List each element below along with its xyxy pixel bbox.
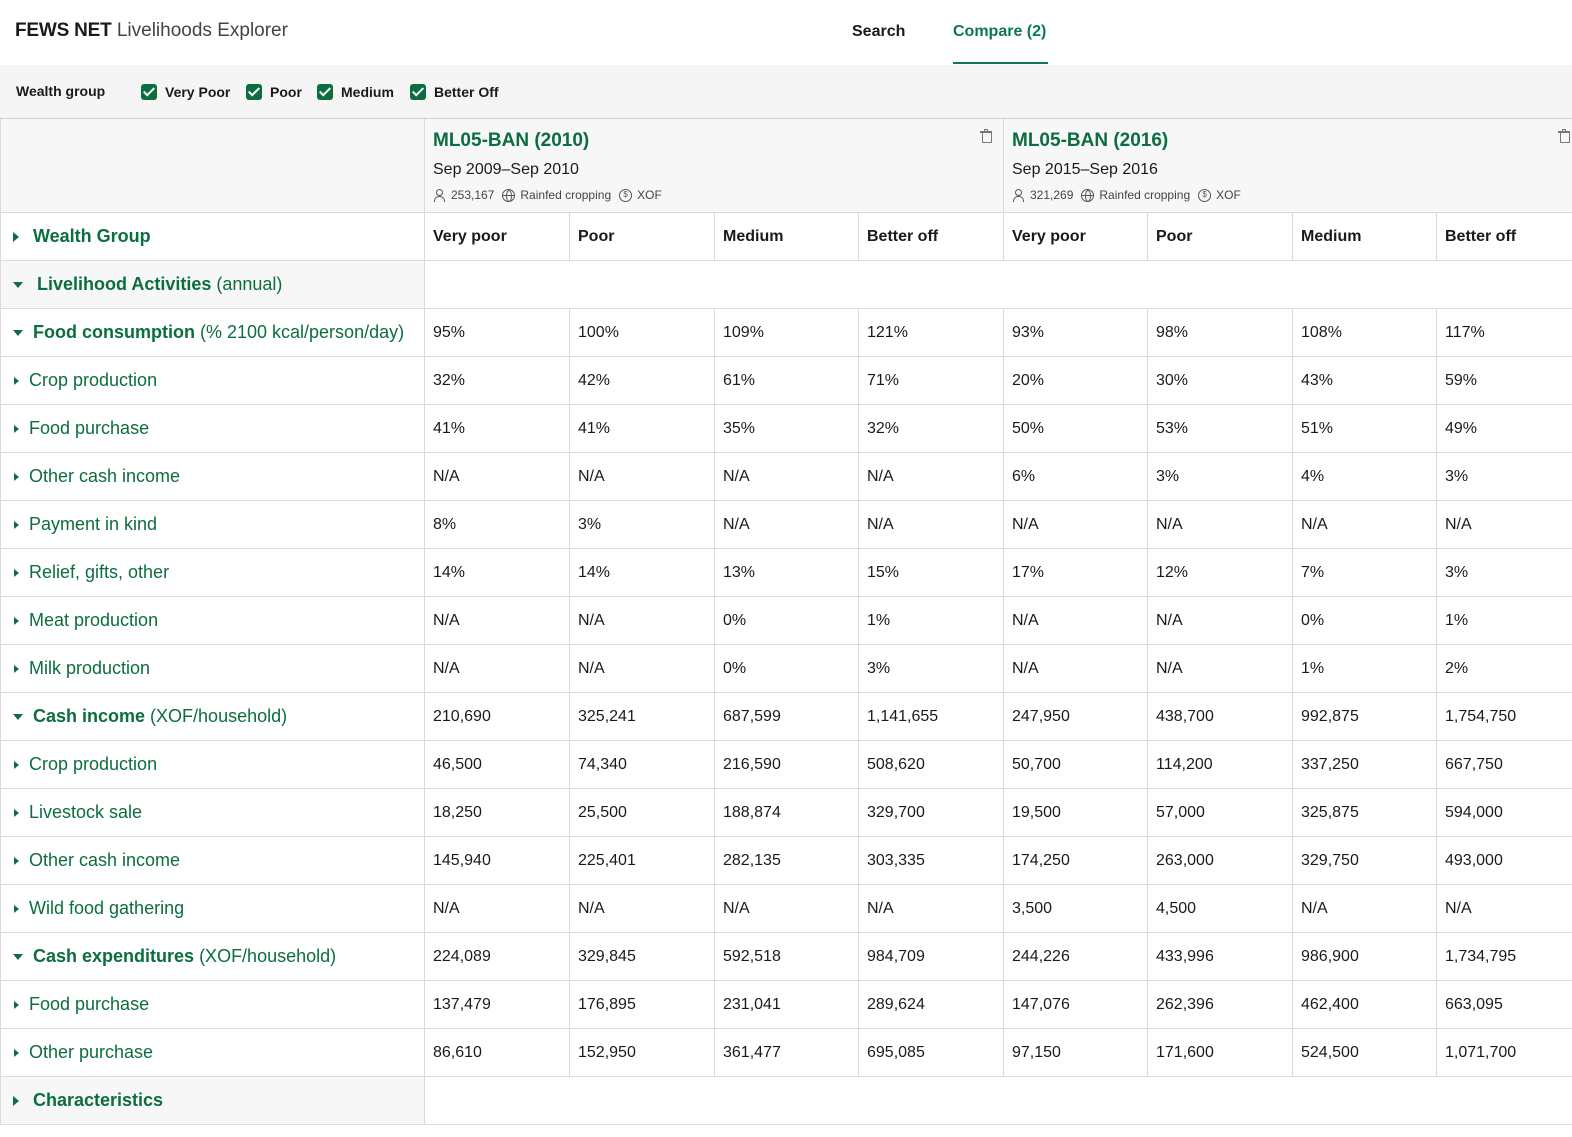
row-label: Crop production — [29, 370, 158, 390]
delete-profile-button[interactable] — [980, 129, 992, 143]
row-unit: (XOF/household) — [199, 946, 337, 966]
row-label: Cash expenditures — [33, 946, 195, 966]
table-cell: 137,479 — [425, 981, 570, 1028]
profile-period: Sep 2009–Sep 2010 — [433, 161, 579, 178]
checkbox-poor[interactable] — [246, 82, 302, 101]
table-cell: 687,599 — [715, 693, 859, 740]
table-cell: 325,875 — [1293, 789, 1437, 836]
table-cell: 74,340 — [570, 741, 715, 788]
table-cell: N/A — [570, 885, 715, 932]
table-cell: N/A — [859, 453, 1004, 500]
table-row — [0, 453, 1572, 501]
table-cell: 86,610 — [425, 1029, 570, 1076]
table-cell: 108% — [1293, 309, 1437, 356]
column-header: Medium — [715, 213, 859, 260]
table-cell: N/A — [425, 885, 570, 932]
table-cell: 433,996 — [1148, 933, 1293, 980]
row-label: Relief, gifts, other — [29, 562, 170, 582]
table-cell: 1,734,795 — [1445, 947, 1517, 965]
row-label: Other purchase — [29, 1042, 154, 1062]
table-cell: N/A — [1148, 597, 1293, 644]
table-cell: 152,950 — [570, 1029, 715, 1076]
active-tab-indicator — [953, 62, 1048, 64]
checkbox-checked-icon[interactable] — [317, 84, 333, 100]
table-cell: 0% — [715, 645, 859, 692]
table-cell: 992,875 — [1293, 693, 1437, 740]
wealth-group-header-row — [0, 213, 1572, 261]
column-header: Poor — [1148, 213, 1293, 260]
table-cell: N/A — [1148, 501, 1293, 548]
table-cell: 32% — [859, 405, 1004, 452]
brand-name: FEWS NET — [15, 20, 112, 41]
table-cell: N/A — [425, 453, 570, 500]
table-cell: 1% — [1445, 611, 1469, 629]
table-cell: 6% — [1004, 453, 1148, 500]
chevron-right-icon[interactable] — [14, 857, 19, 865]
row-label-toggle[interactable] — [0, 405, 425, 452]
table-cell: 262,396 — [1148, 981, 1293, 1028]
app-brand[interactable] — [15, 19, 288, 43]
checkbox-label: Medium — [341, 83, 394, 100]
tab-search[interactable]: Search — [852, 23, 906, 40]
table-cell: N/A — [570, 453, 715, 500]
group-row — [0, 933, 1572, 981]
table-cell: 12% — [1148, 549, 1293, 596]
row-label-toggle[interactable] — [0, 453, 425, 500]
profile-meta — [433, 188, 662, 202]
table-cell: N/A — [425, 645, 570, 692]
currency-icon: $ — [1198, 189, 1211, 202]
table-cell: 984,709 — [859, 933, 1004, 980]
table-cell: 188,874 — [715, 789, 859, 836]
column-header: Poor — [570, 213, 715, 260]
people-icon — [433, 189, 446, 202]
row-label-toggle[interactable] — [0, 549, 425, 596]
chevron-right-icon[interactable] — [14, 1001, 19, 1009]
profile-header-spacer — [0, 119, 425, 213]
table-cell: N/A — [715, 501, 859, 548]
table-cell: N/A — [1004, 645, 1148, 692]
table-cell: 145,940 — [425, 837, 570, 884]
trash-icon[interactable] — [1562, 129, 1566, 131]
section-spacer — [425, 1077, 1572, 1124]
row-label-toggle[interactable] — [0, 933, 425, 980]
checkbox-better-off[interactable] — [410, 82, 499, 101]
row-unit: (annual) — [216, 274, 283, 294]
table-cell: N/A — [715, 885, 859, 932]
table-cell: 4% — [1293, 453, 1437, 500]
table-cell: 3% — [1445, 563, 1469, 581]
table-row — [0, 741, 1572, 789]
row-label-toggle[interactable] — [0, 789, 425, 836]
checkbox-checked-icon[interactable] — [141, 84, 157, 100]
table-cell: 438,700 — [1148, 693, 1293, 740]
table-cell: 171,600 — [1148, 1029, 1293, 1076]
wealth-group-filter-label: Wealth group — [16, 83, 106, 99]
column-header: Better off — [859, 213, 1004, 260]
chevron-right-icon[interactable] — [14, 809, 19, 817]
row-label: Food consumption — [33, 322, 195, 342]
table-cell: 50% — [1004, 405, 1148, 452]
table-cell: 50,700 — [1004, 741, 1148, 788]
table-cell: N/A — [859, 885, 1004, 932]
table-cell: 59% — [1445, 371, 1478, 389]
table-cell: 13% — [715, 549, 859, 596]
row-label-toggle[interactable] — [0, 741, 425, 788]
table-cell: 19,500 — [1004, 789, 1148, 836]
row-label: Livelihood Activities — [37, 274, 212, 294]
table-cell: 508,620 — [859, 741, 1004, 788]
globe-icon — [502, 189, 515, 202]
table-cell: 100% — [570, 309, 715, 356]
chevron-right-icon[interactable] — [14, 473, 19, 481]
group-row — [0, 693, 1572, 741]
table-row — [0, 885, 1572, 933]
table-cell: 303,335 — [859, 837, 1004, 884]
globe-icon — [1081, 189, 1094, 202]
table-cell: 263,000 — [1148, 837, 1293, 884]
table-cell: 30% — [1148, 357, 1293, 404]
table-cell: 14% — [425, 549, 570, 596]
table-row — [0, 1029, 1572, 1077]
column-header: Very poor — [425, 213, 570, 260]
profile-card — [1004, 119, 1572, 213]
row-label: Livestock sale — [29, 802, 143, 822]
table-cell: 244,226 — [1004, 933, 1148, 980]
table-cell: N/A — [425, 597, 570, 644]
table-cell: 663,095 — [1445, 995, 1503, 1013]
table-cell: 2% — [1445, 659, 1469, 677]
chevron-down-icon[interactable] — [13, 330, 23, 336]
table-cell: 32% — [425, 357, 570, 404]
table-cell: 231,041 — [715, 981, 859, 1028]
table-cell: N/A — [570, 645, 715, 692]
table-cell: N/A — [1293, 501, 1437, 548]
table-row — [0, 789, 1572, 837]
row-label: Characteristics — [33, 1090, 164, 1110]
table-row — [0, 645, 1572, 693]
table-cell: 247,950 — [1004, 693, 1148, 740]
profile-zone-type: Rainfed cropping — [1099, 188, 1191, 202]
row-label-toggle[interactable] — [0, 309, 425, 356]
table-cell: 289,624 — [859, 981, 1004, 1028]
table-cell: 594,000 — [1445, 803, 1503, 821]
table-cell: N/A — [1004, 597, 1148, 644]
table-cell: 1,071,700 — [1445, 1043, 1517, 1061]
table-cell: N/A — [1293, 885, 1437, 932]
table-cell: 147,076 — [1004, 981, 1148, 1028]
table-cell: 1,141,655 — [859, 693, 1004, 740]
chevron-down-icon[interactable] — [13, 714, 23, 720]
profile-card — [425, 119, 1004, 213]
table-cell: 592,518 — [715, 933, 859, 980]
table-cell: 1,754,750 — [1445, 707, 1517, 725]
table-cell: N/A — [859, 501, 1004, 548]
table-cell: 337,250 — [1293, 741, 1437, 788]
table-row — [0, 837, 1572, 885]
people-icon — [1012, 189, 1025, 202]
row-label: Other cash income — [29, 850, 181, 870]
currency-icon: $ — [619, 189, 632, 202]
table-cell: 53% — [1148, 405, 1293, 452]
section-spacer — [425, 261, 1572, 308]
table-cell: 57,000 — [1148, 789, 1293, 836]
row-label: Food purchase — [29, 418, 150, 438]
table-cell: 97,150 — [1004, 1029, 1148, 1076]
table-cell: 3% — [859, 645, 1004, 692]
checkbox-checked-icon[interactable] — [246, 84, 262, 100]
delete-profile-button[interactable] — [1558, 129, 1570, 143]
row-label-toggle[interactable] — [0, 1077, 425, 1124]
table-cell: 3% — [1445, 467, 1469, 485]
row-label: Other cash income — [29, 466, 181, 486]
chevron-right-icon[interactable] — [14, 905, 19, 913]
chevron-right-icon[interactable] — [14, 1049, 19, 1057]
checkbox-label: Very Poor — [165, 83, 231, 100]
table-cell: N/A — [1148, 645, 1293, 692]
table-cell: 93% — [1004, 309, 1148, 356]
column-header: Medium — [1293, 213, 1437, 260]
comparison-table — [0, 118, 1572, 1137]
table-cell: 216,590 — [715, 741, 859, 788]
table-row — [0, 597, 1572, 645]
table-cell: 15% — [859, 549, 1004, 596]
profile-zone-type: Rainfed cropping — [520, 188, 612, 202]
table-cell: 4,500 — [1148, 885, 1293, 932]
chevron-right-icon[interactable] — [14, 761, 19, 769]
row-label: Milk production — [29, 658, 151, 678]
table-row — [0, 501, 1572, 549]
table-cell: 1% — [1293, 645, 1437, 692]
row-label-toggle[interactable] — [0, 693, 425, 740]
table-cell: 329,750 — [1293, 837, 1437, 884]
row-label: Cash income — [33, 706, 146, 726]
table-cell: 1% — [859, 597, 1004, 644]
profile-currency: XOF — [1216, 188, 1241, 202]
wealth-group-toggle[interactable] — [0, 213, 425, 260]
table-cell: N/A — [570, 597, 715, 644]
table-cell: 109% — [715, 309, 859, 356]
table-cell: 14% — [570, 549, 715, 596]
row-label: Wild food gathering — [29, 898, 185, 918]
profile-population: 253,167 — [451, 188, 495, 202]
table-cell: 0% — [715, 597, 859, 644]
table-row — [0, 981, 1572, 1029]
table-cell: 462,400 — [1293, 981, 1437, 1028]
table-cell: 176,895 — [570, 981, 715, 1028]
profile-meta — [1012, 188, 1241, 202]
table-cell: 695,085 — [859, 1029, 1004, 1076]
table-cell: 282,135 — [715, 837, 859, 884]
wealth-group-label: Wealth Group — [33, 226, 151, 246]
table-cell: 325,241 — [570, 693, 715, 740]
table-cell: 8% — [425, 501, 570, 548]
section-row — [0, 1077, 1572, 1125]
table-cell: 18,250 — [425, 789, 570, 836]
table-cell: 42% — [570, 357, 715, 404]
row-unit: (% 2100 kcal/person/day) — [199, 322, 405, 342]
chevron-right-icon[interactable] — [14, 569, 19, 577]
table-cell: 46,500 — [425, 741, 570, 788]
table-cell: 41% — [425, 405, 570, 452]
chevron-down-icon[interactable] — [13, 954, 23, 960]
row-label-toggle[interactable] — [0, 597, 425, 644]
table-cell: 71% — [859, 357, 1004, 404]
table-row — [0, 549, 1572, 597]
brand-product: Livelihoods Explorer — [116, 20, 288, 41]
table-cell: 35% — [715, 405, 859, 452]
table-cell: 3% — [1148, 453, 1293, 500]
row-label-toggle[interactable] — [0, 1029, 425, 1076]
table-cell: 17% — [1004, 549, 1148, 596]
checkbox-very-poor[interactable] — [141, 82, 230, 101]
table-cell: 493,000 — [1445, 851, 1503, 869]
row-label-toggle[interactable] — [0, 261, 425, 308]
table-cell: 667,750 — [1445, 755, 1503, 773]
chevron-right-icon[interactable] — [14, 521, 19, 529]
chevron-right-icon[interactable] — [14, 665, 19, 673]
table-cell: 20% — [1004, 357, 1148, 404]
row-label-toggle[interactable] — [0, 885, 425, 932]
table-cell: 121% — [859, 309, 1004, 356]
row-label: Food purchase — [29, 994, 150, 1014]
table-cell: 361,477 — [715, 1029, 859, 1076]
table-cell: 25,500 — [570, 789, 715, 836]
profile-period: Sep 2015–Sep 2016 — [1012, 161, 1158, 178]
table-row — [0, 405, 1572, 453]
chevron-right-icon[interactable] — [13, 1096, 19, 1106]
chevron-right-icon[interactable] — [13, 232, 19, 242]
profile-currency: XOF — [637, 188, 662, 202]
row-label-toggle[interactable] — [0, 645, 425, 692]
chevron-right-icon[interactable] — [14, 617, 19, 625]
table-cell: 61% — [715, 357, 859, 404]
row-label-toggle[interactable] — [0, 501, 425, 548]
profile-title[interactable]: ML05-BAN (2010) — [433, 130, 590, 151]
checkbox-medium[interactable] — [317, 82, 394, 101]
table-cell: 114,200 — [1148, 741, 1293, 788]
table-cell: 210,690 — [425, 693, 570, 740]
table-cell: N/A — [715, 453, 859, 500]
table-cell: 174,250 — [1004, 837, 1148, 884]
table-cell: 3% — [570, 501, 715, 548]
tab-compare[interactable]: Compare (2) — [953, 23, 1047, 40]
row-label-toggle[interactable] — [0, 981, 425, 1028]
table-cell: 0% — [1293, 597, 1437, 644]
table-cell: 986,900 — [1293, 933, 1437, 980]
table-cell: N/A — [1004, 501, 1148, 548]
row-unit: (XOF/household) — [150, 706, 288, 726]
checkbox-label: Poor — [270, 83, 302, 100]
trash-icon[interactable] — [984, 129, 988, 131]
table-cell: 3,500 — [1004, 885, 1148, 932]
table-cell: 98% — [1148, 309, 1293, 356]
row-label: Payment in kind — [29, 514, 158, 534]
table-cell: 224,089 — [425, 933, 570, 980]
table-cell: 95% — [425, 309, 570, 356]
table-cell: 117% — [1445, 323, 1485, 341]
table-row — [0, 357, 1572, 405]
table-cell: 524,500 — [1293, 1029, 1437, 1076]
table-cell: 51% — [1293, 405, 1437, 452]
table-cell: 225,401 — [570, 837, 715, 884]
profile-header-row — [0, 119, 1572, 213]
table-cell: 43% — [1293, 357, 1437, 404]
row-label: Crop production — [29, 754, 158, 774]
app-header — [0, 0, 1572, 65]
table-cell: 7% — [1293, 549, 1437, 596]
chevron-down-icon[interactable] — [13, 282, 23, 288]
table-cell: N/A — [1445, 515, 1472, 533]
table-cell: 41% — [570, 405, 715, 452]
profile-population: 321,269 — [1030, 188, 1074, 202]
row-label-toggle[interactable] — [0, 837, 425, 884]
row-label: Meat production — [29, 610, 159, 630]
table-cell: N/A — [1445, 899, 1472, 917]
checkbox-label: Better Off — [434, 83, 499, 100]
table-cell: 329,845 — [570, 933, 715, 980]
table-cell: 49% — [1445, 419, 1478, 437]
chevron-right-icon[interactable] — [14, 377, 19, 385]
checkbox-checked-icon[interactable] — [410, 84, 426, 100]
section-row — [0, 261, 1572, 309]
profile-title[interactable]: ML05-BAN (2016) — [1012, 130, 1169, 151]
chevron-right-icon[interactable] — [14, 425, 19, 433]
table-cell: 329,700 — [859, 789, 1004, 836]
group-row — [0, 309, 1572, 357]
wealth-group-filter-bar — [0, 65, 1572, 118]
column-header: Better off — [1445, 227, 1517, 245]
row-label-toggle[interactable] — [0, 357, 425, 404]
column-header: Very poor — [1004, 213, 1148, 260]
